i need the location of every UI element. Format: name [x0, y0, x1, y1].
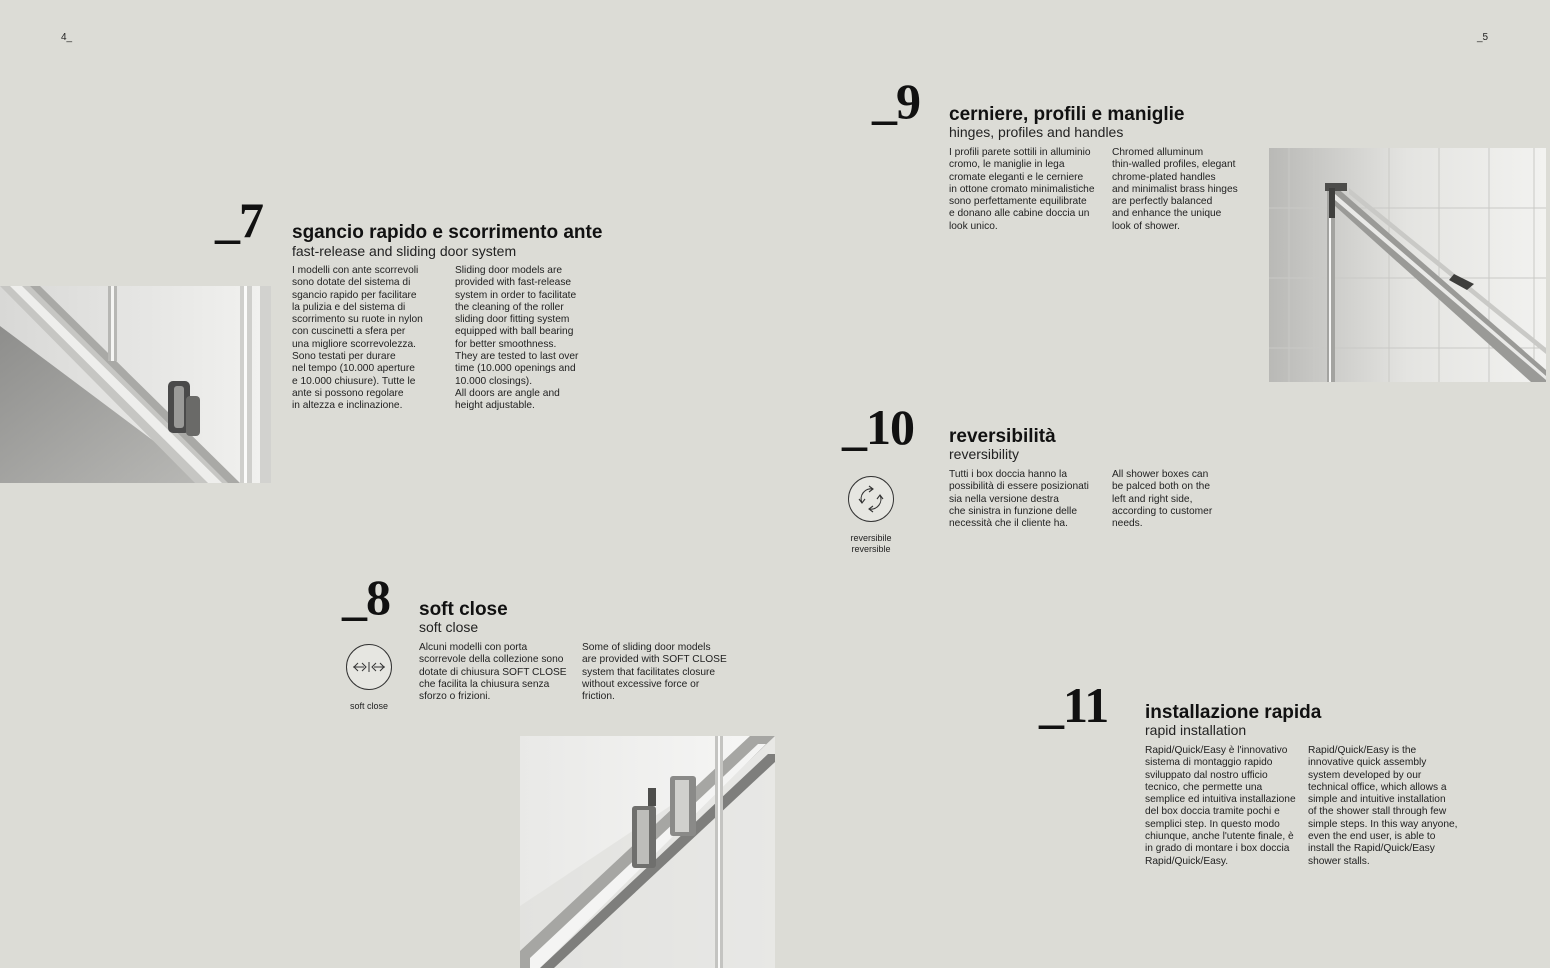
text-line: cromo, le maniglie in lega	[949, 159, 1065, 171]
text-line: la pulizia e del sistema di	[292, 301, 406, 313]
section-10-title: reversibilità	[949, 426, 1056, 447]
text-line: install the Rapid/Quick/Easy	[1308, 843, 1435, 855]
section-8-title: soft close	[419, 599, 508, 620]
section-7-text-en	[455, 265, 578, 413]
section-8-subtitle: soft close	[419, 619, 479, 635]
text-line: Some of sliding door models	[582, 642, 711, 653]
text-line: sia nella versione destra	[949, 493, 1059, 505]
text-line: chrome-plated handles	[1112, 171, 1216, 183]
text-line: nel tempo (10.000 aperture	[292, 363, 415, 375]
text-line: Sono testati per durare	[292, 351, 396, 363]
soft-close-icon	[346, 644, 392, 690]
text-line: semplici step. In questo modo	[1145, 818, 1280, 830]
text-line: and enhance the unique	[1112, 208, 1222, 220]
text-line: semplice ed intuitiva installazione	[1145, 794, 1296, 806]
section-9-title: cerniere, profili e maniglie	[949, 104, 1185, 125]
section-7-text-it	[292, 265, 423, 413]
text-line: system developed by our	[1308, 769, 1422, 781]
text-line: and minimalist brass hinges	[1112, 183, 1238, 195]
section-11-title: installazione rapida	[1145, 702, 1322, 723]
section-10-text-en	[1112, 469, 1212, 530]
text-line: scorrimento su ruote in nylon	[292, 314, 423, 326]
text-line: possibilità di essere posizionati	[949, 481, 1089, 493]
text-line: without excessive force or	[582, 678, 700, 690]
section-11-number: _11	[1039, 677, 1109, 733]
text-line: technical office, which allows a	[1308, 781, 1447, 793]
section-10-text-it	[949, 469, 1089, 530]
reversible-icon-label-it: reversibile	[850, 533, 892, 543]
text-line: necessità che il cliente ha.	[949, 518, 1068, 530]
text-line: tecnico, che permette una	[1145, 781, 1263, 793]
text-line: system that facilitates closure	[582, 666, 716, 678]
text-line: cromate eleganti e le cerniere	[949, 171, 1084, 183]
soft-close-photo	[520, 736, 775, 968]
text-line: chiunque, anche l'utente finale, è	[1145, 831, 1294, 843]
text-line: sgancio rapido per facilitare	[292, 289, 417, 301]
text-line: time (10.000 openings and	[455, 363, 576, 375]
section-7-title: sgancio rapido e scorrimento ante	[292, 222, 603, 243]
text-line: system in order to facilitate	[455, 289, 577, 301]
section-8-number: _8	[342, 569, 390, 625]
text-line: left and right side,	[1112, 493, 1193, 505]
text-line: del box doccia tramite pochi e	[1145, 806, 1280, 818]
text-line: sliding door fitting system	[455, 314, 570, 326]
section-11-text-en	[1308, 745, 1458, 868]
text-line: e 10.000 chiusure). Tutte le	[292, 375, 416, 387]
text-line: simple and intuitive installation	[1308, 794, 1446, 806]
sliding-door-photo	[0, 286, 271, 483]
text-line: All doors are angle and	[455, 387, 560, 399]
section-8-text-it	[419, 642, 567, 703]
text-line: of the shower stall through few	[1308, 806, 1447, 818]
text-line: needs.	[1112, 518, 1143, 530]
hinges-profiles-photo	[1269, 148, 1546, 382]
text-line: shower stalls.	[1308, 855, 1370, 867]
text-line: for better smoothness.	[455, 338, 557, 350]
text-line: are provided with SOFT CLOSE	[582, 654, 727, 666]
section-11-text-it	[1145, 745, 1296, 868]
text-line: in ottone cromato minimalistiche	[949, 183, 1095, 195]
text-line: equipped with ball bearing	[455, 326, 574, 338]
section-9-subtitle: hinges, profiles and handles	[949, 124, 1124, 140]
text-line: provided with fast-release	[455, 277, 572, 289]
text-line: sviluppato dal nostro ufficio	[1145, 769, 1268, 781]
text-line: look of shower.	[1112, 220, 1180, 232]
text-line: dotate di chiusura SOFT CLOSE	[419, 666, 567, 678]
text-line: Rapid/Quick/Easy is the	[1308, 745, 1417, 756]
text-line: Tutti i box doccia hanno la	[949, 469, 1067, 480]
section-9-text-en	[1112, 147, 1238, 233]
text-line: sono perfettamente equilibrate	[949, 196, 1087, 208]
text-line: even the end user, is able to	[1308, 831, 1436, 843]
text-line: height adjustable.	[455, 400, 535, 412]
text-line: friction.	[582, 691, 615, 703]
text-line: Rapid/Quick/Easy.	[1145, 855, 1229, 867]
reversible-icon-label-en: reversible	[851, 544, 891, 554]
text-line: thin-walled profiles, elegant	[1112, 159, 1236, 171]
text-line: Alcuni modelli con porta	[419, 642, 528, 653]
text-line: scorrevole della collezione sono	[419, 654, 564, 666]
text-line: All shower boxes can	[1112, 469, 1209, 480]
text-line: be palced both on the	[1112, 481, 1210, 493]
soft-close-icon-label: soft close	[349, 701, 389, 711]
section-10-number: _10	[842, 399, 914, 455]
text-line: Chromed alluminum	[1112, 147, 1204, 158]
text-line: e donano alle cabine doccia un	[949, 208, 1090, 220]
text-line: I profili parete sottili in alluminio	[949, 147, 1091, 158]
text-line: in altezza e inclinazione.	[292, 400, 403, 412]
text-line: sono dotate del sistema di	[292, 277, 411, 289]
text-line: look unico.	[949, 220, 998, 232]
text-line: Sliding door models are	[455, 265, 563, 276]
text-line: una migliore scorrevolezza.	[292, 338, 417, 350]
text-line: Rapid/Quick/Easy è l'innovativo	[1145, 745, 1288, 756]
text-line: in grado di montare i box doccia	[1145, 843, 1290, 855]
section-9-text-it	[949, 147, 1095, 233]
text-line: They are tested to last over	[455, 351, 579, 363]
text-line: according to customer	[1112, 505, 1213, 517]
section-11-subtitle: rapid installation	[1145, 722, 1247, 738]
text-line: are perfectly balanced	[1112, 196, 1213, 208]
text-line: sistema di montaggio rapido	[1145, 757, 1273, 769]
text-line: sforzo o frizioni.	[419, 691, 491, 703]
section-10-subtitle: reversibility	[949, 446, 1020, 462]
section-9-number: _9	[872, 73, 920, 129]
text-line: the cleaning of the roller	[455, 301, 564, 313]
section-7-subtitle: fast-release and sliding door system	[292, 243, 517, 259]
text-line: che sinistra in funzione delle	[949, 505, 1077, 517]
section-7-number: _7	[215, 192, 263, 248]
text-line: con cuscinetti a sfera per	[292, 326, 406, 338]
text-line: ante si possono regolare	[292, 387, 404, 399]
reversible-icon	[848, 476, 894, 522]
text-line: simple steps. In this way anyone,	[1308, 818, 1458, 830]
text-line: 10.000 closings).	[455, 375, 533, 387]
page-number-left: 4_	[61, 32, 73, 43]
text-line: innovative quick assembly	[1308, 757, 1427, 769]
text-line: che facilita la chiusura senza	[419, 678, 550, 690]
page-number-right: _5	[1477, 32, 1489, 43]
text-line: I modelli con ante scorrevoli	[292, 265, 419, 276]
section-8-text-en	[582, 642, 727, 703]
